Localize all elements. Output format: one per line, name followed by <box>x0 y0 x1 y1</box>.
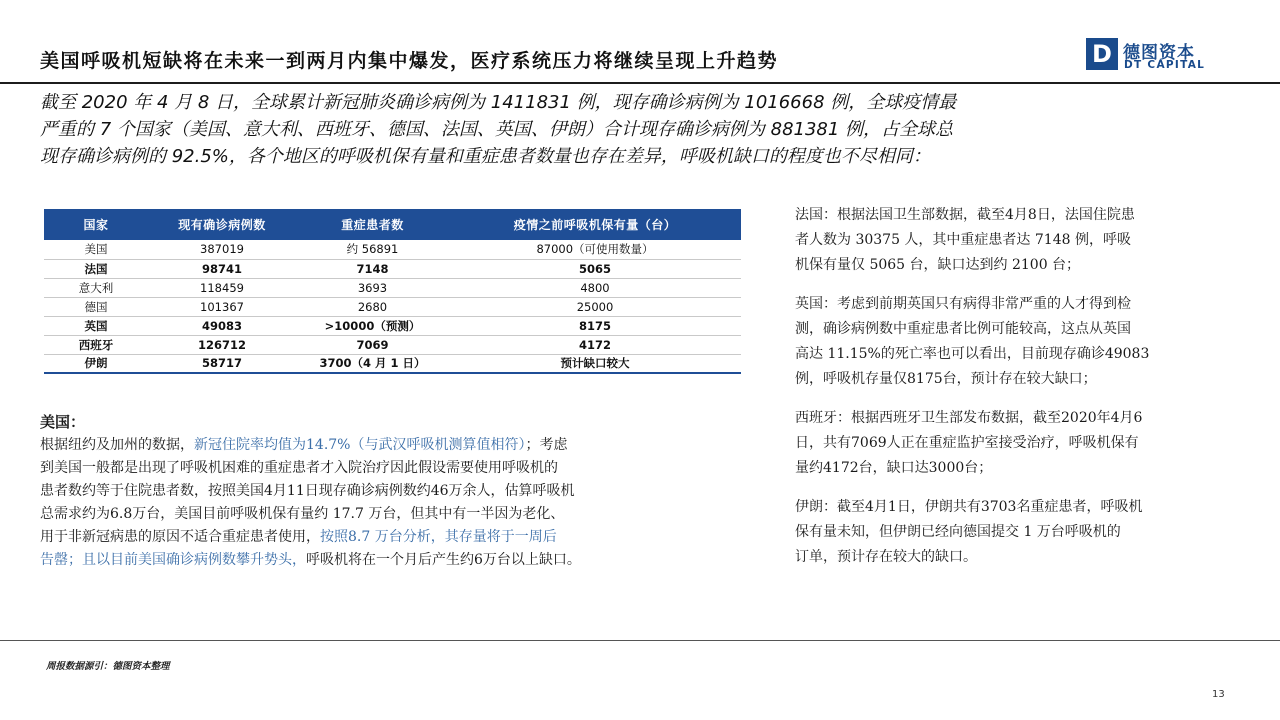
table-cell: 预计缺口较大 <box>449 354 741 373</box>
note-line: 伊朗：截至4月1日，伊朗共有3703名重症患者，呼吸机 <box>795 499 1143 515</box>
table-cell: 25000 <box>449 297 741 316</box>
us-line: 到美国一般都是出现了呼吸机困难的重症患者才入院治疗因此假设需要使用呼吸机的 <box>40 460 558 476</box>
intro-line: 现存确诊病例的 92.5%，各个地区的呼吸机保有量和重症患者数量也存在差异，呼吸机缺口的程度也不尽相同： <box>40 146 931 167</box>
column-header-confirmed: 现有确诊病例数 <box>148 209 296 240</box>
table-cell: 德国 <box>44 297 148 316</box>
us-text: 用于非新冠病患的原因不适合重症患者使用， <box>40 529 320 545</box>
us-text: 根据纽约及加州的数据， <box>40 437 194 453</box>
table-cell: 7148 <box>296 259 449 278</box>
column-header-country: 国家 <box>44 209 148 240</box>
us-text: ；考虑 <box>525 437 568 453</box>
us-line <box>40 526 760 549</box>
note-line: 西班牙：根据西班牙卫生部发布数据，截至2020年4月6 <box>795 410 1143 426</box>
table-cell: 4800 <box>449 278 741 297</box>
table-header-row <box>44 209 741 240</box>
note-line: 例，呼吸机存量仅8175台，预计存在较大缺口； <box>795 371 1097 387</box>
table-cell: 49083 <box>148 316 296 335</box>
table-row <box>44 354 741 373</box>
table-cell: 101367 <box>148 297 296 316</box>
us-highlight: 按照8.7 万台分析，其存量将于一周后 <box>320 529 557 545</box>
ventilator-table <box>44 209 741 374</box>
us-line: 总需求约为6.8万台，美国目前呼吸机保有量约 17.7 万台，但其中有一半因为老化、 <box>40 506 565 522</box>
note-line: 高达 11.15%的死亡率也可以看出，目前现存确诊49083 <box>795 346 1150 362</box>
logo-mark-icon: D <box>1086 38 1118 70</box>
france-note <box>795 203 1255 278</box>
intro-paragraph <box>40 89 1120 170</box>
table-cell: 4172 <box>449 335 741 354</box>
us-heading: 美国： <box>40 413 86 431</box>
us-analysis <box>40 411 760 572</box>
us-highlight: 告罄；且以目前美国确诊病例数攀升势头， <box>40 552 306 568</box>
note-line: 者人数为 30375 人，其中重症患者达 7148 例，呼吸 <box>795 232 1131 248</box>
table-row <box>44 335 741 354</box>
note-line: 法国：根据法国卫生部数据，截至4月8日，法国住院患 <box>795 207 1135 223</box>
table-row <box>44 316 741 335</box>
company-logo <box>1086 38 1226 74</box>
table-cell: 98741 <box>148 259 296 278</box>
table-cell: 5065 <box>449 259 741 278</box>
us-line <box>40 549 760 572</box>
spain-note <box>795 406 1255 481</box>
table-row <box>44 297 741 316</box>
table-cell: 约 56891 <box>296 240 449 259</box>
table-cell: 2680 <box>296 297 449 316</box>
table-cell: 126712 <box>148 335 296 354</box>
table-row <box>44 240 741 259</box>
table-cell: 意大利 <box>44 278 148 297</box>
note-line: 测，确诊病例数中重症患者比例可能较高，这点从英国 <box>795 321 1131 337</box>
us-line <box>40 434 760 457</box>
table-row <box>44 278 741 297</box>
table-cell: 118459 <box>148 278 296 297</box>
note-line: 保有量未知，但伊朗已经向德国提交 1 万台呼吸机的 <box>795 524 1121 540</box>
note-line: 量约4172台，缺口达3000台； <box>795 460 993 476</box>
note-line: 机保有量仅 5065 台，缺口达到约 2100 台； <box>795 257 1081 273</box>
table-cell: 英国 <box>44 316 148 335</box>
page-title: 美国呼吸机短缺将在未来一到两月内集中爆发，医疗系统压力将继续呈现上升趋势 <box>40 50 779 72</box>
iran-note <box>795 495 1255 570</box>
logo-name-cn: 德图资本 <box>1123 43 1195 63</box>
table-cell: 伊朗 <box>44 354 148 373</box>
logo-name-en: DT CAPITAL <box>1124 59 1206 71</box>
table-cell: 387019 <box>148 240 296 259</box>
us-highlight: 新冠住院率均值为14.7%（与武汉呼吸机测算值相符） <box>194 437 526 453</box>
us-line: 患者数约等于住院患者数，按照美国4月11日现存确诊病例数约46万余人，估算呼吸机 <box>40 483 575 499</box>
intro-line: 截至 2020 年 4 月 8 日，全球累计新冠肺炎确诊病例为 1411831 例，现存确诊病例为 1016668 例，全球疫情最 <box>40 92 957 113</box>
table-cell: 美国 <box>44 240 148 259</box>
header-divider <box>0 82 1280 84</box>
table-cell: 法国 <box>44 259 148 278</box>
table-cell: 8175 <box>449 316 741 335</box>
intro-line: 严重的 7 个国家（美国、意大利、西班牙、德国、法国、英国、伊朗）合计现存确诊病例为 881381 例，占全球总 <box>40 119 954 140</box>
page-number: 13 <box>1212 689 1225 700</box>
uk-note <box>795 292 1255 392</box>
note-line: 英国：考虑到前期英国只有病得非常严重的人才得到检 <box>795 296 1131 312</box>
table-cell: 3700（4 月 1 日） <box>296 354 449 373</box>
note-line: 订单，预计存在较大的缺口。 <box>795 549 977 565</box>
source-note: 周报数据源引：德图资本整理 <box>46 661 170 672</box>
country-notes <box>795 203 1255 584</box>
footer-divider <box>0 640 1280 641</box>
column-header-severe: 重症患者数 <box>296 209 449 240</box>
table-row <box>44 259 741 278</box>
table-cell: 7069 <box>296 335 449 354</box>
table-cell: 87000（可使用数量） <box>449 240 741 259</box>
table-cell: 3693 <box>296 278 449 297</box>
table-cell: 58717 <box>148 354 296 373</box>
table-cell: 西班牙 <box>44 335 148 354</box>
us-text: 呼吸机将在一个月后产生约6万台以上缺口。 <box>306 552 581 568</box>
table-cell: >10000（预测） <box>296 316 449 335</box>
column-header-ventilators: 疫情之前呼吸机保有量（台） <box>449 209 741 240</box>
note-line: 日，共有7069人正在重症监护室接受治疗，呼吸机保有 <box>795 435 1139 451</box>
